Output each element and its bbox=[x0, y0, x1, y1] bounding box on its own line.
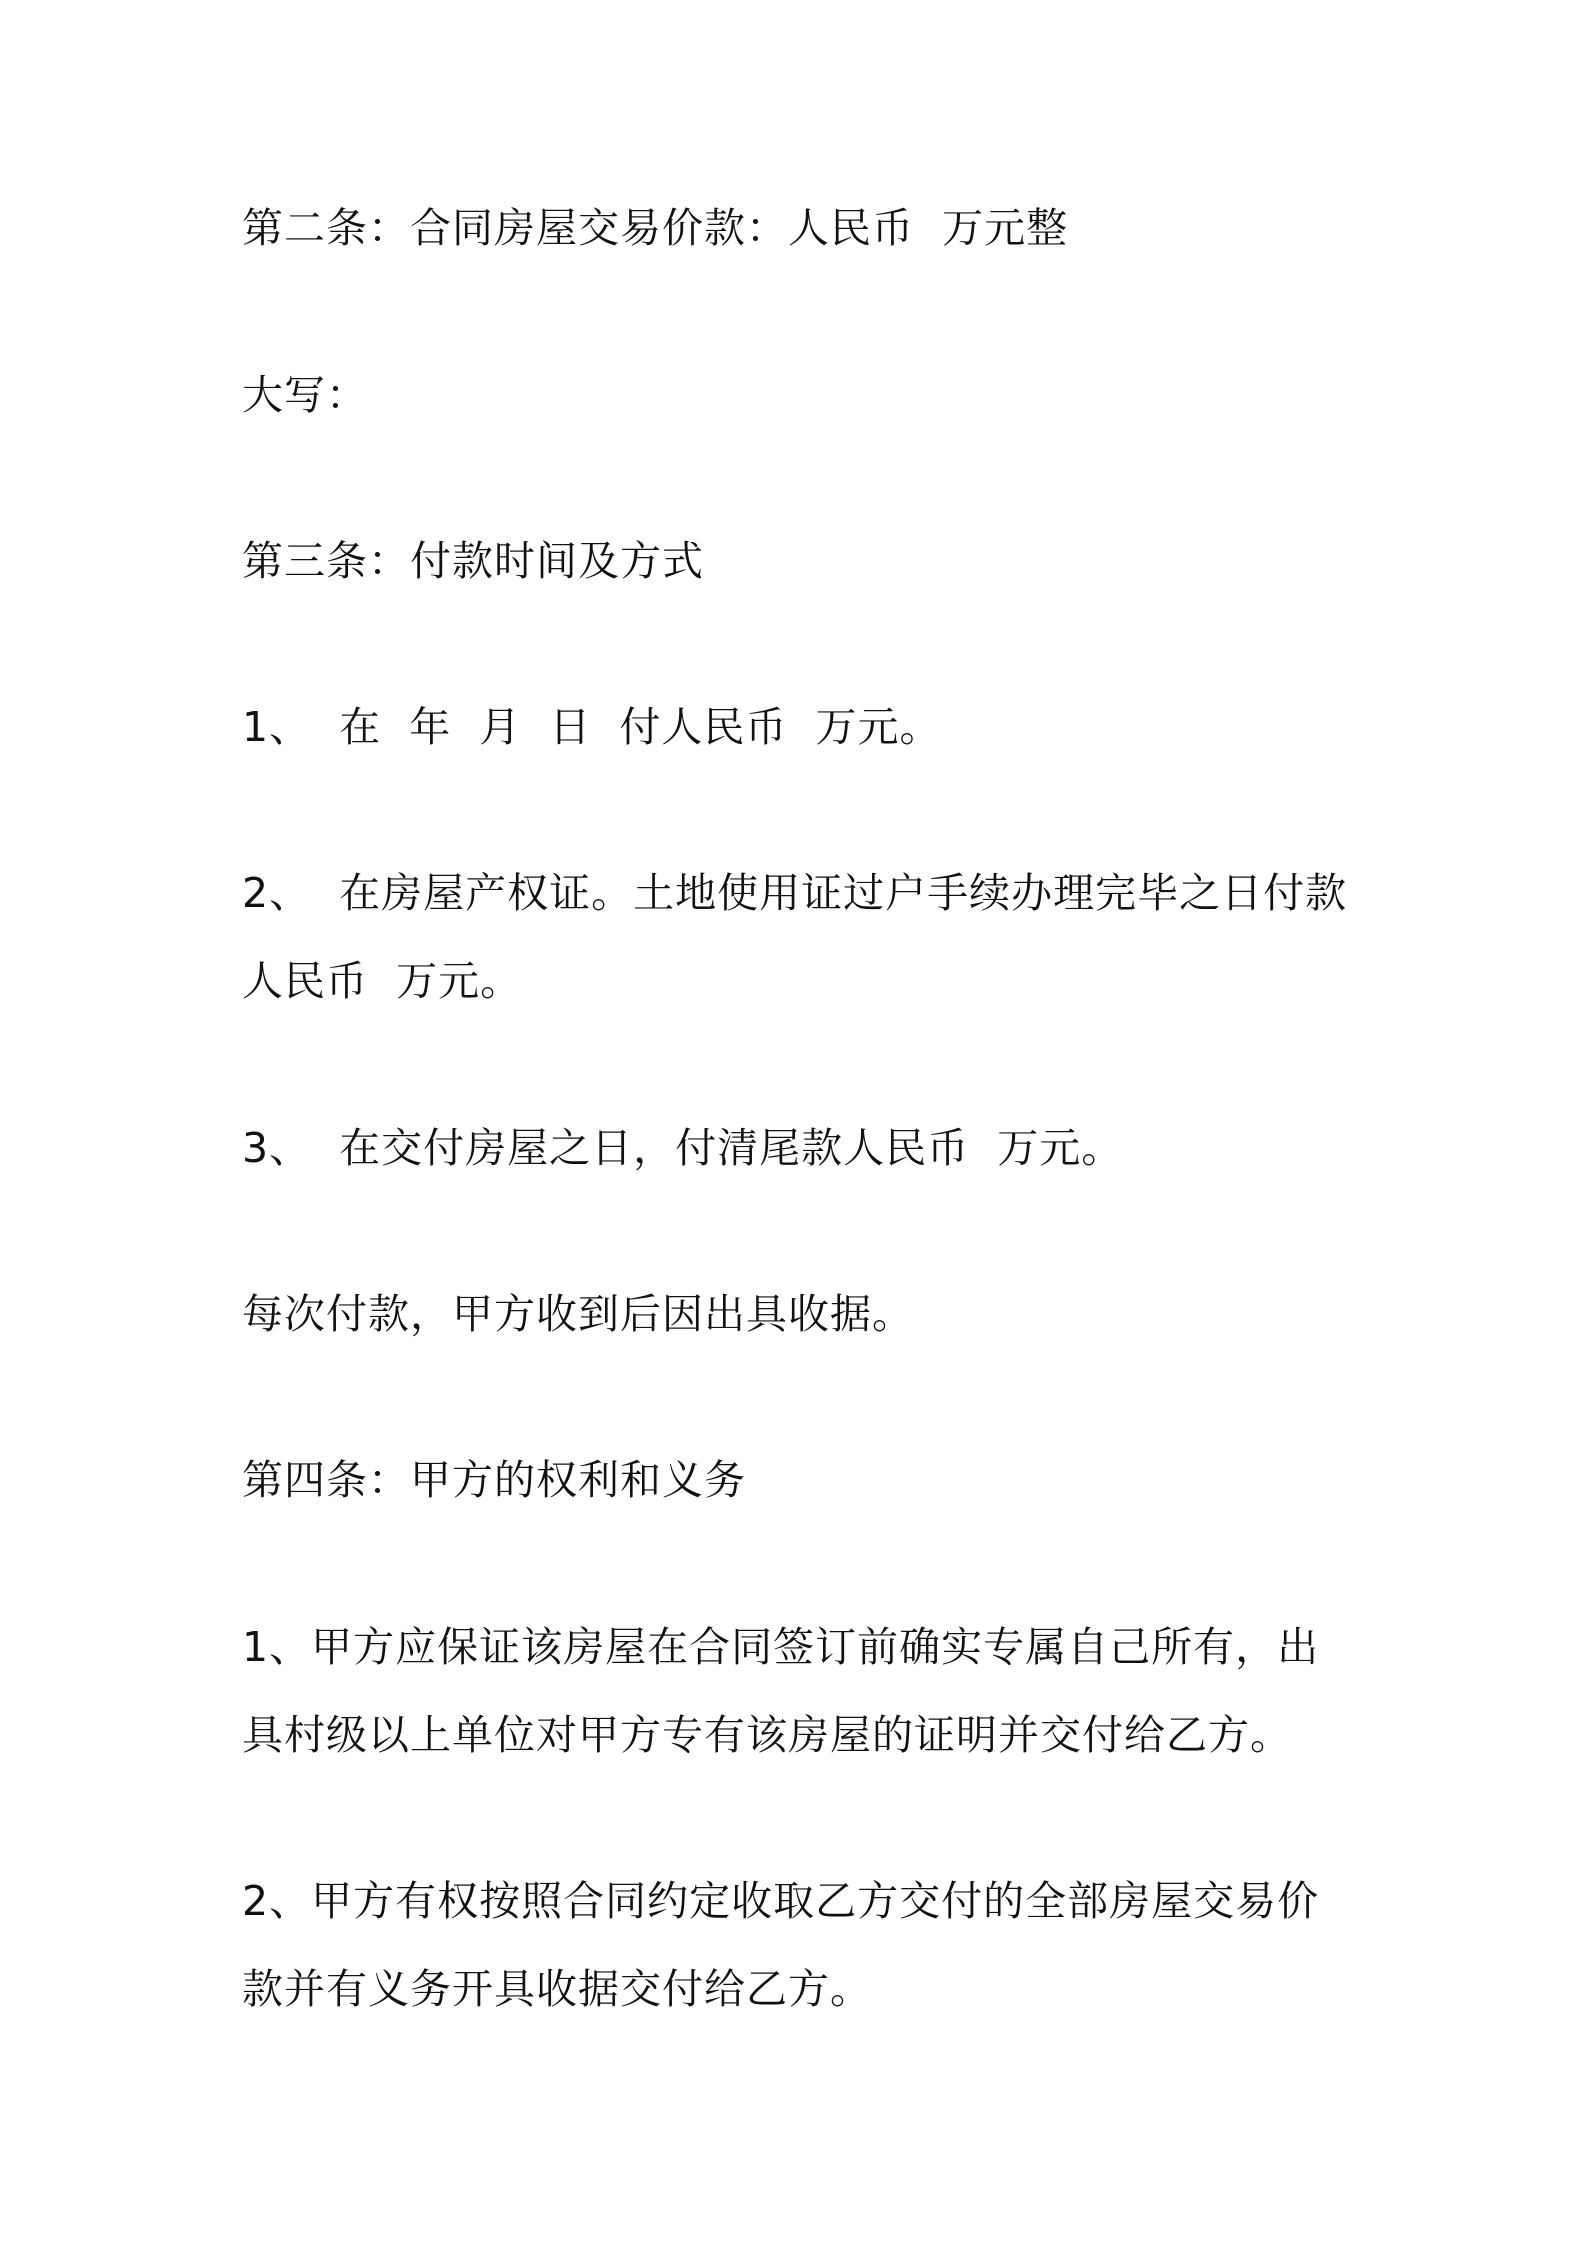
article4-item2-line1: 2、甲方有权按照合同约定收取乙方交付的全部房屋交易价 bbox=[242, 1877, 1320, 1925]
article4-item1-line2: 具村级以上单位对甲方专有该房屋的证明并交付给乙方。 bbox=[242, 1711, 1292, 1759]
article3-heading: 第三条：付款时间及方式 bbox=[242, 537, 704, 585]
article3-item2-line1: 2、 在房屋产权证。土地使用证过户手续办理完毕之日付款 bbox=[242, 869, 1348, 917]
article4-item1-line1: 1、甲方应保证该房屋在合同签订前确实专属自己所有，出 bbox=[242, 1623, 1320, 1671]
article4-heading: 第四条：甲方的权利和义务 bbox=[242, 1456, 746, 1504]
article3-item2-line2: 人民币 万元。 bbox=[242, 957, 523, 1005]
receipt-note: 每次付款，甲方收到后因出具收据。 bbox=[242, 1290, 914, 1338]
article3-item3: 3、 在交付房屋之日，付清尾款人民币 万元。 bbox=[242, 1124, 1124, 1172]
article2-price-line: 第二条：合同房屋交易价款：人民币 万元整 bbox=[242, 204, 1069, 252]
article4-item2-line2: 款并有义务开具收据交付给乙方。 bbox=[242, 1965, 872, 2013]
article2-capital-line: 大写： bbox=[242, 371, 368, 419]
article3-item1: 1、 在 年 月 日 付人民币 万元。 bbox=[242, 703, 942, 751]
